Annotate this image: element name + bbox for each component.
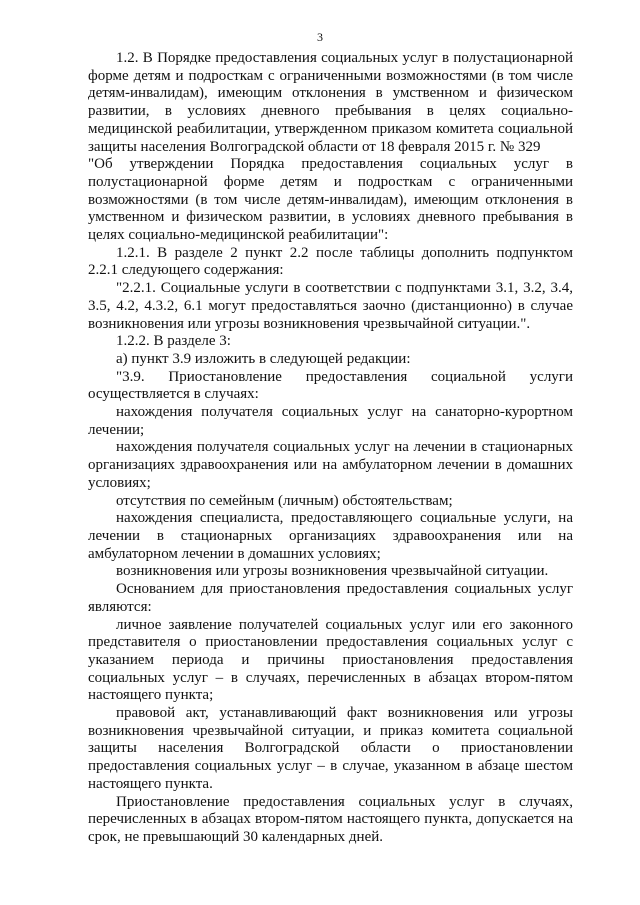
list-item-family: отсутствия по семейным (личным) обстоятельствам; [116,492,453,509]
document-body [88,50,573,847]
list-item-legal-act: правовой акт, устанавливающий факт возникновения или угрозы возникновения чрезвычайной ситуации, и приказ комитета социальной защиты населения Волгоградской области о приостановлении предоставления социальных услуг – в случае, указанном в абзаце шестом настоящего пункта. [88,705,573,792]
paragraph-3-9: "3.9. Приостановление предоставления социальной услуги осуществляется в случаях: [88,368,573,403]
paragraph-2-2-1: "2.2.1. Социальные услуги в соответствии с подпунктами 3.1, 3.2, 3.4, 3.5, 4.2, 4.3.2, 6.1 могут предоставляться заочно (дистанционно) в случае возникновения или угрозы возникновения чрезвычайной ситуации.". [88,280,573,332]
paragraph-suspension-term: Приостановление предоставления социальных услуг в случаях, перечисленных в абзацах втором-пятом настоящего пункта, допускается на срок, не превышающий 30 календарных дней. [88,793,573,845]
paragraph-grounds: Основанием для приостановления предоставления социальных услуг являются: [88,581,573,615]
paragraph-1-2-1: 1.2.1. В разделе 2 пункт 2.2 после таблицы дополнить подпунктом 2.2.1 следующего содержания: [88,244,573,279]
list-item-specialist: нахождения специалиста, предоставляющего социальные услуги, на лечении в стационарных организациях здравоохранения или на амбулаторном лечении в домашних условиях; [88,510,573,562]
list-item-emergency: возникновения или угрозы возникновения чрезвычайной ситуации. [116,563,549,580]
page-number: 3 [317,30,323,44]
list-item-application: личное заявление получателей социальных услуг или его законного представителя о приостановлении предоставления социальных услуг с указанием периода и причины приостановления предоставления социальных услуг – в случаях, перечисленных в абзацах втором-пятом настоящего пункта; [88,616,573,704]
paragraph-1-2-2: 1.2.2. В разделе 3: [116,333,231,350]
paragraph-item-a: а) пункт 3.9 изложить в следующей редакции: [116,350,411,367]
paragraph-1-2: 1.2. В Порядке предоставления социальных услуг в полустационарной форме детям и подросткам с ограниченными возможностями (в том числе детям-инвалидам), имеющим отклонения в умственном и физическом развитии, в условиях дневного пребывания в целях социально-медицинской реабилитации, утвержденном приказом комитета социальной защиты населения Волгоградской области от 18 февраля 2015 г. № 329 [88,50,573,155]
paragraph-order-title: "Об утверждении Порядка предоставления социальных услуг в полустационарной форме детям и подросткам с ограниченными возможностями (в том числе детям-инвалидам), имеющим отклонения в умственном и физическом развитии, в условиях дневного пребывания в целях социально-медицинской реабилитации": [88,156,573,244]
list-item-hospital: нахождения получателя социальных услуг на лечении в стационарных организациях здравоохранения или на амбулаторном лечении в домашних условиях; [88,439,573,491]
list-item-sanatorium: нахождения получателя социальных услуг на санаторно-курортном лечении; [88,404,573,438]
